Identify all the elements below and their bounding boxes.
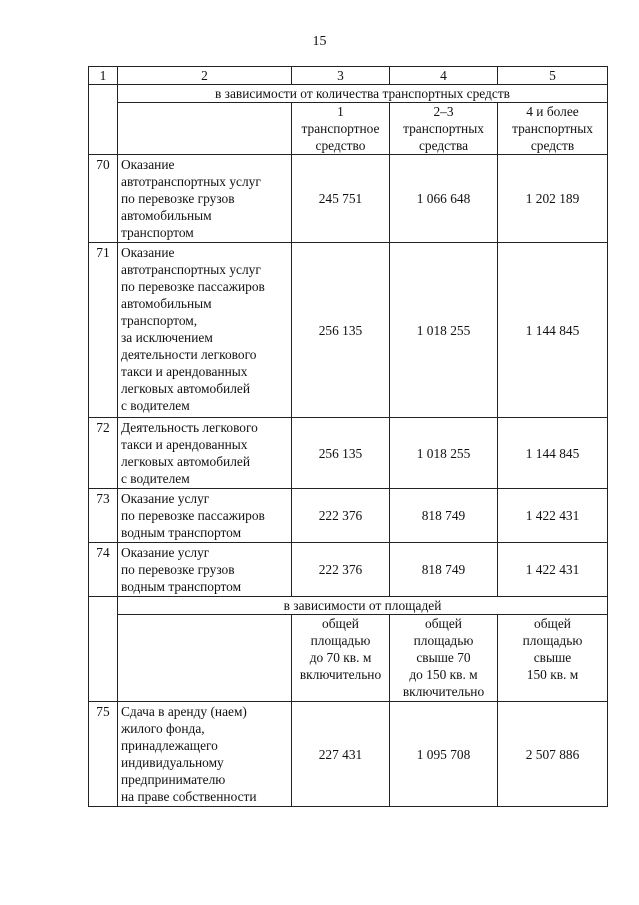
column-number: 1: [89, 67, 118, 85]
value-cell: 1 144 845: [498, 243, 608, 418]
row-description: Деятельность легкового такси и арендованных легковых автомобилей с водителем: [121, 420, 258, 486]
header-col4: 2–3 транспортных средства: [403, 104, 484, 153]
row-number: 73: [89, 489, 118, 543]
table-row: [89, 489, 608, 543]
tariff-table: [88, 66, 608, 807]
value-cell: 1 066 648: [390, 155, 498, 243]
header-col5: общей площадью свыше 150 кв. м: [522, 616, 583, 682]
value-cell: 222 376: [292, 543, 390, 597]
value-cell: 1 422 431: [498, 489, 608, 543]
header-col3: 1 транспортное средство: [301, 104, 380, 153]
column-number: 3: [292, 67, 390, 85]
row-number: 74: [89, 543, 118, 597]
row-description: Оказание автотранспортных услуг по перевозке пассажиров автомобильным транспортом, за исключением деятельности легкового такси и арендованных легковых автомобилей с водителем: [121, 245, 265, 413]
section-title-transport: в зависимости от количества транспортных средств: [118, 85, 608, 103]
value-cell: 256 135: [292, 418, 390, 489]
value-cell: 245 751: [292, 155, 390, 243]
table-row: [89, 418, 608, 489]
value-cell: 1 202 189: [498, 155, 608, 243]
section-header-row: [89, 103, 608, 155]
table-row: [89, 155, 608, 243]
value-cell: 2 507 886: [498, 702, 608, 807]
section-header-row: [89, 615, 608, 702]
value-cell: 222 376: [292, 489, 390, 543]
column-number: 5: [498, 67, 608, 85]
table-row: [89, 702, 608, 807]
column-number: 2: [118, 67, 292, 85]
value-cell: 227 431: [292, 702, 390, 807]
value-cell: 1 095 708: [390, 702, 498, 807]
row-description: Сдача в аренду (наем) жилого фонда, принадлежащего индивидуальному предпринимателю на праве собственности: [121, 704, 257, 804]
row-number: 72: [89, 418, 118, 489]
table-row: [89, 243, 608, 418]
section-title-area: в зависимости от площадей: [118, 597, 608, 615]
empty-cell: [89, 597, 118, 702]
row-description: Оказание услуг по перевозке грузов водным транспортом: [121, 545, 242, 594]
empty-cell: [118, 103, 292, 155]
value-cell: 818 749: [390, 489, 498, 543]
column-number: 4: [390, 67, 498, 85]
row-number: 75: [89, 702, 118, 807]
row-number: 70: [89, 155, 118, 243]
table-row: [89, 543, 608, 597]
value-cell: 1 018 255: [390, 243, 498, 418]
empty-cell: [118, 615, 292, 702]
value-cell: 1 422 431: [498, 543, 608, 597]
page-number: 15: [312, 34, 327, 49]
header-col5: 4 и более транспортных средств: [512, 104, 593, 153]
section-title-row: [89, 85, 608, 103]
header-col3: общей площадью до 70 кв. м включительно: [299, 616, 382, 682]
value-cell: 256 135: [292, 243, 390, 418]
row-description: Оказание услуг по перевозке пассажиров водным транспортом: [121, 491, 265, 540]
header-col4: общей площадью свыше 70 до 150 кв. м включительно: [402, 616, 485, 699]
section-title-row: [89, 597, 608, 615]
value-cell: 1 144 845: [498, 418, 608, 489]
value-cell: 818 749: [390, 543, 498, 597]
row-number: 71: [89, 243, 118, 418]
column-number-row: [89, 67, 608, 85]
value-cell: 1 018 255: [390, 418, 498, 489]
row-description: Оказание автотранспортных услуг по перевозке грузов автомобильным транспортом: [121, 157, 261, 240]
empty-cell: [89, 85, 118, 155]
